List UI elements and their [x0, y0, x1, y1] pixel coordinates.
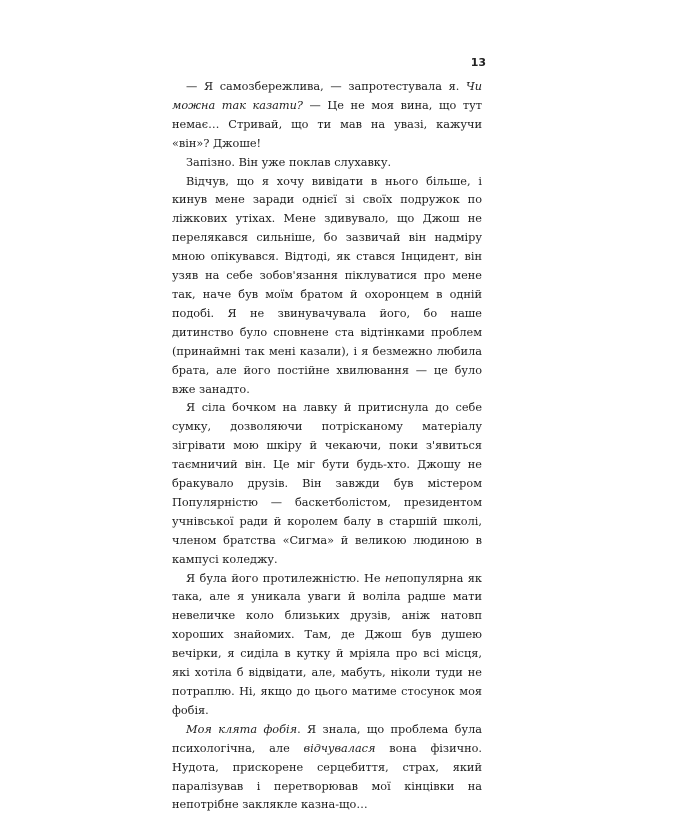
paragraph	[172, 570, 482, 721]
text-run: популярна як така, але я уникала уваги й воліла радше мати невеличке коло близьких друзів, аніж натовп хороших знайомих. Там, де Джош був душею вечірки, я сиділа в кутку й мріяла про всі місця, які хотіла б відвідати, але, мабуть, ніколи туди не потраплю. Ні, якщо до цього матиме стосунок моя фобія.	[172, 571, 482, 717]
paragraph	[172, 721, 482, 815]
text-run: вона фізично. Нудота, прискорене серцебиття, страх, який паралізував і перетворював мої кінцівки на непотрібне заклякле казна-що…	[172, 741, 482, 812]
text-run: Я сіла бочком на лавку й притиснула до себе сумку, дозволяючи потрісканому матеріалу зігрівати мою шкіру й чекаючи, поки з'явиться таємничий він. Це міг бути будь-хто. Джошу не бракувало друзів. Він завжди був містером Популярністю — баскетболістом, президентом учнівської ради й королем балу в старшій школі, членом братства «Сигма» й великою людиною в кампусі коледжу.	[172, 401, 482, 566]
paragraph	[172, 399, 482, 569]
text-run: — Це не моя вина, що тут немає… Стривай, що ти мав на увазі, кажучи «він»? Джоше!	[172, 98, 482, 150]
text-run: Запізно. Він уже поклав слухавку.	[186, 155, 392, 169]
paragraph	[172, 154, 482, 173]
italic-text: Чи можна так казати?	[172, 80, 482, 112]
body-text	[172, 78, 482, 815]
paragraph	[172, 78, 482, 154]
italic-text: не	[384, 571, 400, 585]
italic-text: Моя клята фобія	[186, 722, 298, 736]
text-run: Відчув, що я хочу вивідати в нього більше, і кинув мене заради однієї зі своїх подружок по ліжкових утіхах. Мене здивувало, що Джош не перелякався сильніше, бо зазвичай він надміру мною опікувався. Відтоді, як стався Інцидент, він узяв на себе зобов'язання піклуватися про мене так, наче був моїм братом й охоронцем в одній подобі. Я не звинувачувала його, бо наше дитинство було сповнене ста відтінками проблем (принаймні так мені казали), і я безмежно любила брата, але його постійне хвилювання — це було вже занадто.	[172, 174, 482, 396]
text-run: Я була його протилежністю. Не	[186, 571, 385, 585]
italic-text: відчувалася	[303, 741, 376, 755]
page-number: 13	[470, 56, 486, 69]
paragraph	[172, 173, 482, 400]
text-run: . Я знала, що проблема була психологічна, але	[172, 722, 482, 755]
text-run: — Я самозбережлива, — запротестувала я.	[186, 80, 466, 93]
